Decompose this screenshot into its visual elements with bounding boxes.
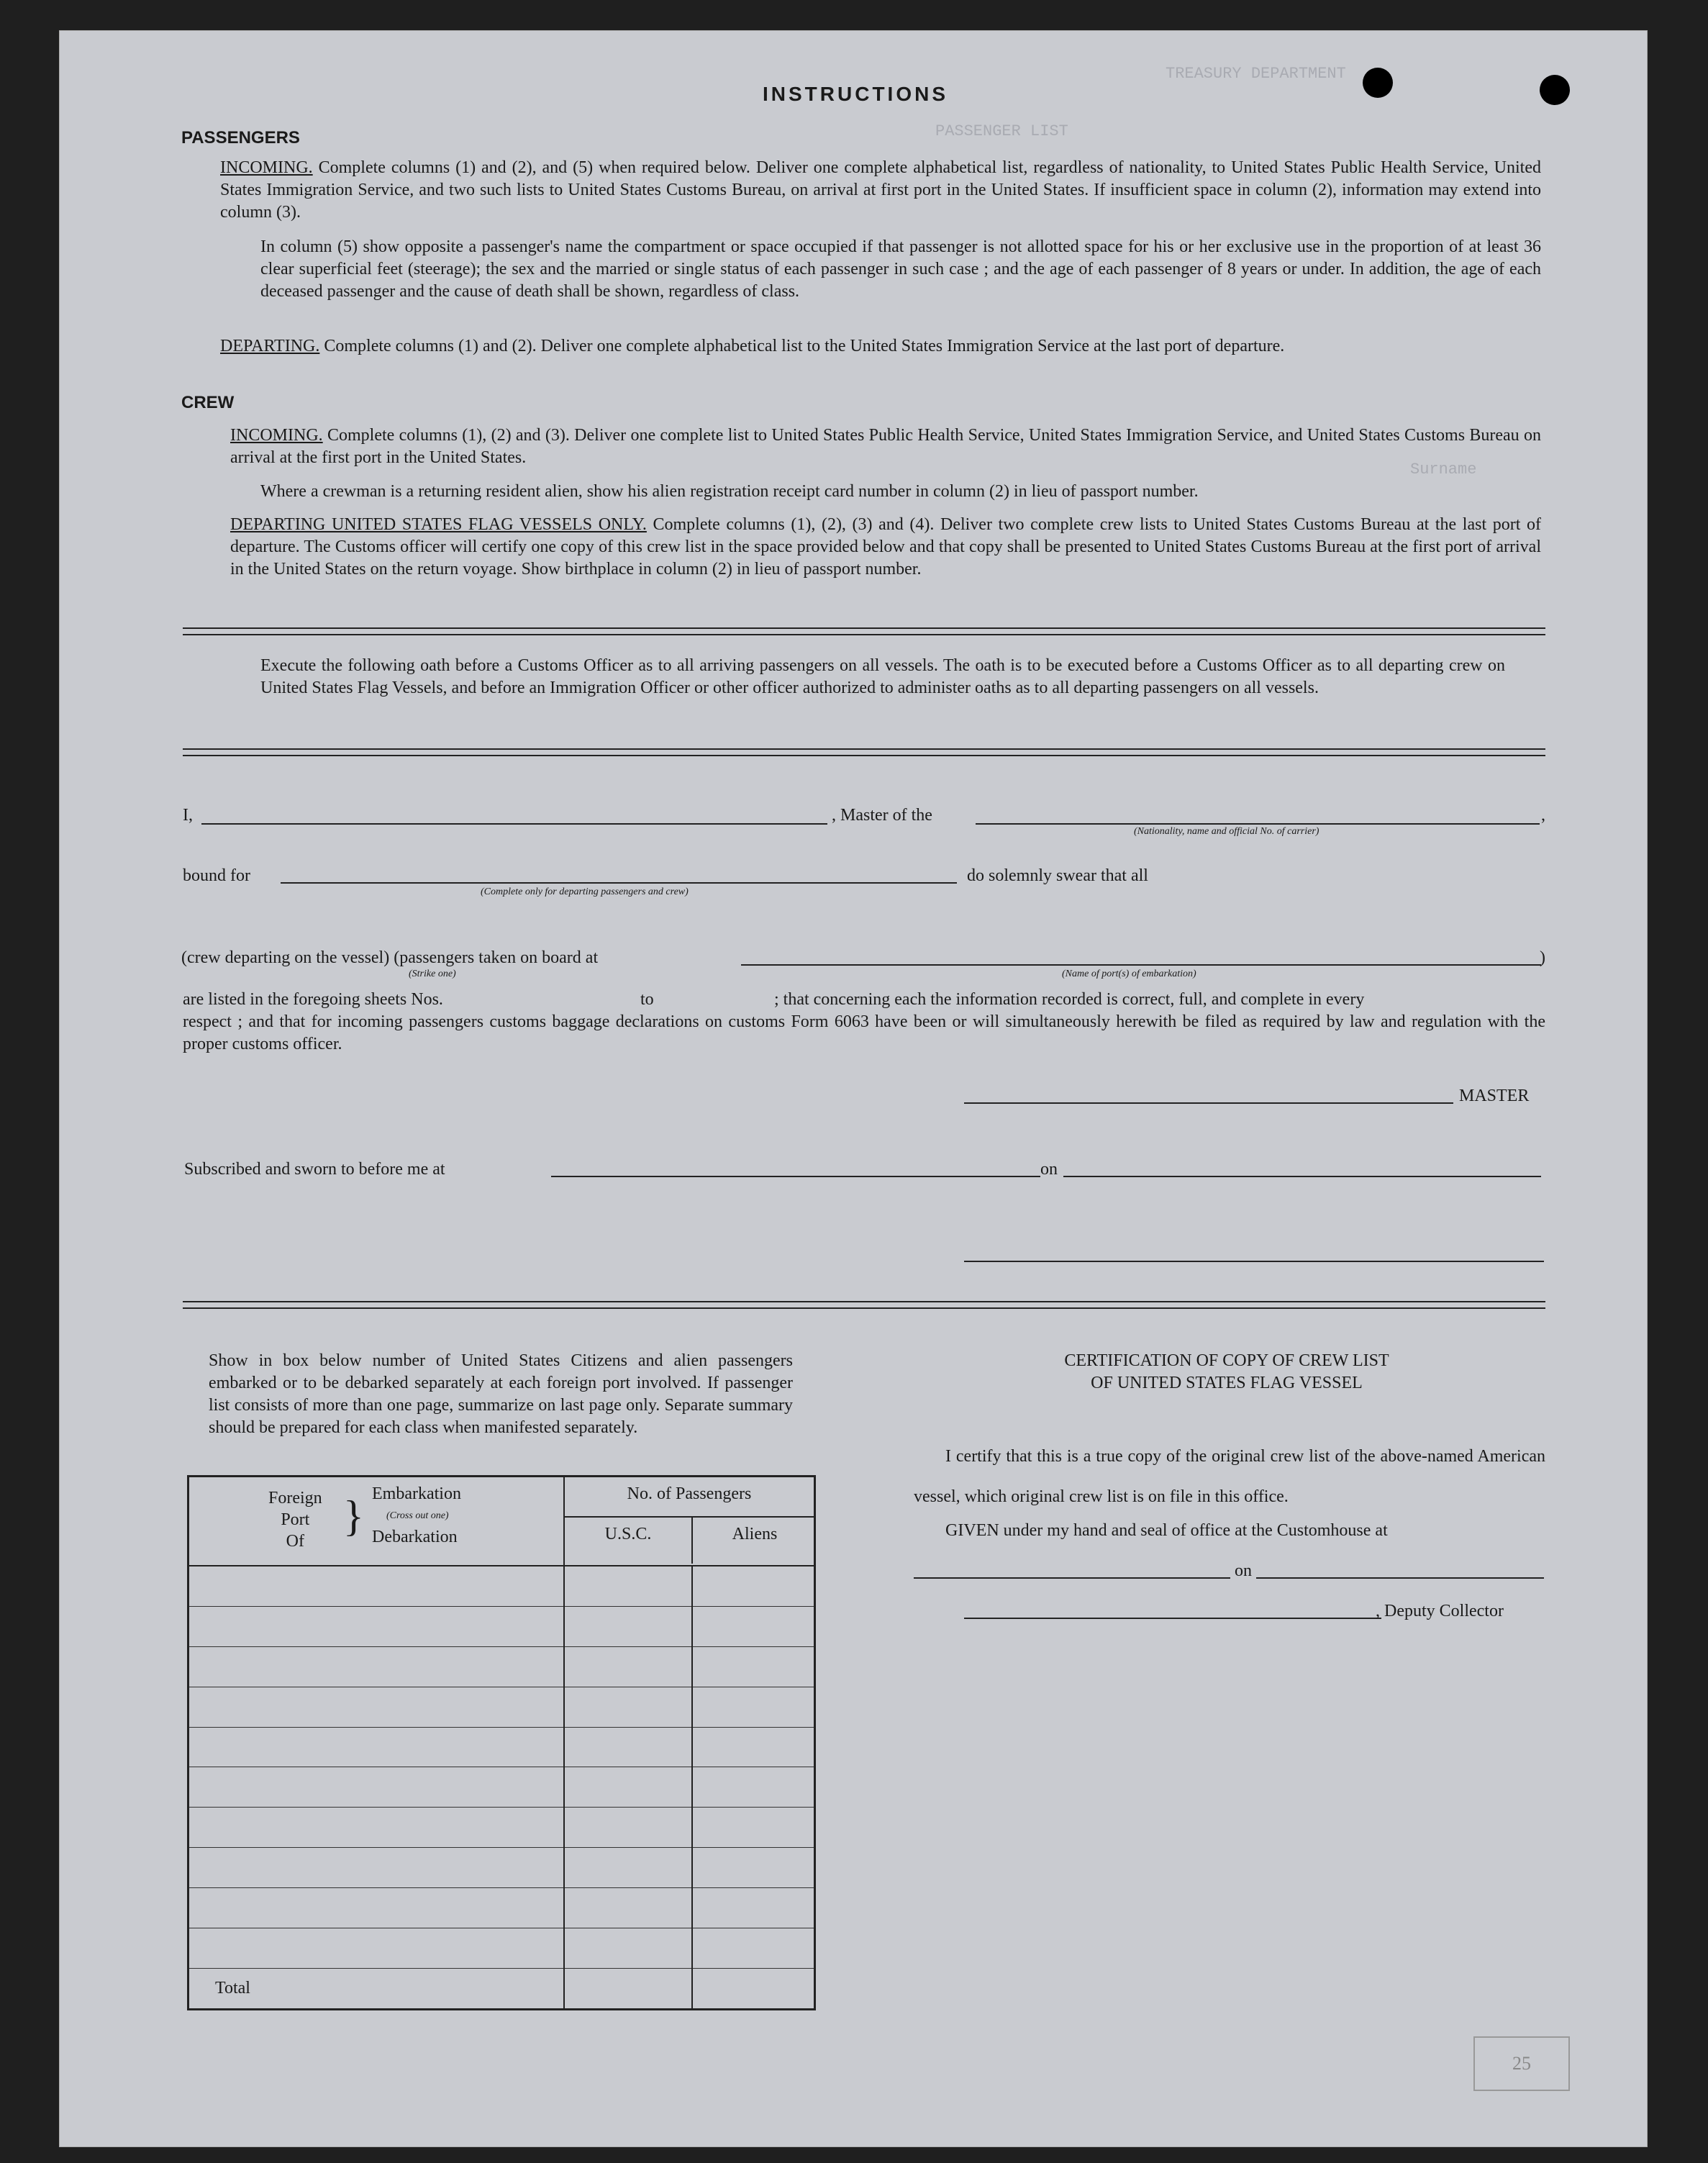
- divider: [183, 627, 1545, 635]
- bleed-through-text: Surname: [1410, 461, 1477, 479]
- passengers-incoming-paragraph: [220, 157, 1541, 224]
- table-row: [188, 1767, 815, 1808]
- departing-label: DEPARTING.: [220, 337, 320, 355]
- table-row: [188, 1808, 815, 1848]
- stamp-number: 25: [1512, 2053, 1531, 2074]
- bound-for-label: bound for: [183, 866, 250, 885]
- punch-hole-left: [1363, 68, 1393, 98]
- departing-text: Complete columns (1) and (2). Deliver one complete alphabetical list to the United States Immigration Service at the last port of departure.: [324, 337, 1285, 355]
- swear-text: do solemnly swear that all: [967, 866, 1148, 885]
- subscribed-label: Subscribed and sworn to before me at: [184, 1160, 445, 1179]
- statement-2: respect ; and that for incoming passengers customs baggage declarations on customs Form 6063 have been or will simultaneously herewith be filed as required by law and regulation with the proper customs officer.: [183, 1012, 1545, 1053]
- paren: ): [1540, 948, 1545, 967]
- divider: [183, 748, 1545, 756]
- crew-departing-paragraph: [230, 514, 1541, 581]
- master-of-label: , Master of the: [832, 806, 932, 825]
- divider: [183, 1301, 1545, 1309]
- foreign-label: Foreign: [268, 1489, 322, 1507]
- table-row: [188, 1928, 815, 1969]
- crew-alien-paragraph: Where a crewman is a returning resident alien, show his alien registration receipt card number in column (2) in lieu of passport number.: [260, 482, 1199, 501]
- table-row: [188, 1606, 815, 1646]
- summary-note: Show in box below number of United States Citizens and alien passengers embarked or to be debarked separately at each foreign port involved. If passenger list consists of more than one page, summarize on last page only. Separate summary should be prepared for each class when manifested separately.: [209, 1351, 793, 1437]
- embarkation-label: Embarkation: [372, 1484, 461, 1503]
- incoming-text: Complete columns (1) and (2), and (5) when required below. Deliver one complete alphabetical list, regardless of nationality, to United States Public Health Service, United States Immigration Service, and two such lists to United States Customs Bureau, on arrival at first port in the United States. If insufficient space in column (2), information may extend into column (3).: [220, 158, 1541, 222]
- total-row: [188, 1968, 815, 2009]
- crew-departing-label: DEPARTING UNITED STATES FLAG VESSELS ONLY.: [230, 515, 647, 534]
- certification-title-line-2: OF UNITED STATES FLAG VESSEL: [1091, 1374, 1363, 1392]
- page-title: INSTRUCTIONS: [763, 83, 948, 105]
- certification-text-2: GIVEN under my hand and seal of office at the Customhouse at: [945, 1521, 1388, 1540]
- table-row: [188, 1727, 815, 1767]
- cross-out-caption: (Cross out one): [386, 1510, 449, 1521]
- oath-i-label: I,: [183, 806, 193, 825]
- punch-hole-right: [1540, 75, 1570, 105]
- table-row: [188, 1687, 815, 1727]
- brace: }: [343, 1492, 364, 1540]
- debarkation-label: Debarkation: [372, 1528, 458, 1546]
- deputy-collector-label: , Deputy Collector: [1376, 1602, 1504, 1620]
- sworn-date-field[interactable]: [1063, 1176, 1541, 1177]
- bleed-through-text: TREASURY DEPARTMENT: [1166, 65, 1346, 83]
- no-passengers-header: No. of Passengers: [565, 1484, 814, 1518]
- table-row: [188, 1566, 815, 1606]
- port-label: Port: [281, 1510, 310, 1529]
- customhouse-field[interactable]: [914, 1577, 1230, 1579]
- carrier-field[interactable]: [976, 823, 1540, 825]
- bound-caption: (Complete only for departing passengers and crew): [481, 886, 689, 897]
- sworn-place-field[interactable]: [551, 1176, 1040, 1177]
- certification-on-label: on: [1235, 1561, 1252, 1580]
- total-label: Total: [188, 1968, 565, 2009]
- deputy-signature-field[interactable]: [964, 1618, 1381, 1619]
- embarkation-ports-field[interactable]: [741, 964, 1541, 966]
- master-name-field[interactable]: [201, 823, 827, 825]
- of-label: Of: [286, 1532, 304, 1551]
- on-label: on: [1040, 1160, 1058, 1179]
- passengers-heading: PASSENGERS: [181, 128, 300, 148]
- incoming-label: INCOMING.: [220, 158, 313, 177]
- crew-passengers-label: (crew departing on the vessel) (passengers taken on board at: [181, 948, 599, 967]
- strike-one-caption: (Strike one): [409, 969, 456, 979]
- listed-in-label: are listed in the foregoing sheets Nos.: [183, 990, 443, 1009]
- to-label: to: [640, 990, 654, 1009]
- carrier-caption: (Nationality, name and official No. of carrier): [1134, 826, 1319, 837]
- passengers-departing-paragraph: [220, 335, 1541, 358]
- master-signature-field[interactable]: [964, 1102, 1453, 1104]
- bleed-through-text: PASSENGER LIST: [935, 122, 1068, 140]
- crew-incoming-text: Complete columns (1), (2) and (3). Deliver one complete list to United States Public Health Service, United States Immigration Service, and United States Customs Bureau on arrival at the first port in the United States.: [230, 426, 1542, 467]
- foreign-port-of: [268, 1487, 322, 1552]
- usc-header: U.S.C.: [604, 1525, 652, 1543]
- oath-instructions: Execute the following oath before a Customs Officer as to all arriving passengers on all vessels. The oath is to be executed before a Customs Officer as to all departing crew on United States Flag Vessels, and before an Immigration Officer or other officer authorized to administer oaths as to all departing passengers on all vessels.: [260, 656, 1505, 697]
- crew-incoming-paragraph: [230, 425, 1541, 469]
- comma: ,: [1541, 806, 1545, 825]
- table-row: [188, 1848, 815, 1888]
- statement-1: ; that concerning each the information recorded is correct, full, and complete in every: [774, 990, 1365, 1009]
- stamp-box: [1473, 2036, 1570, 2091]
- column5-paragraph: In column (5) show opposite a passenger's name the compartment or space occupied if that passenger is not allotted space for his or her exclusive use in the proportion of at least 36 clear superficial feet (steerage); the sex and the married or single status of each passenger in such case ; and the age of each passenger of 8 years or under. In addition, the age of each deceased passenger and the cause of death shall be shown, regardless of class.: [260, 237, 1541, 301]
- certification-title: [914, 1350, 1540, 1395]
- crew-incoming-label: INCOMING.: [230, 426, 323, 445]
- passenger-summary-table: [187, 1475, 816, 2010]
- certification-date-field[interactable]: [1256, 1577, 1544, 1579]
- table-row: [188, 1646, 815, 1687]
- table-row: [188, 1888, 815, 1928]
- certification-title-line-1: CERTIFICATION OF COPY OF CREW LIST: [1064, 1351, 1389, 1370]
- aliens-header: Aliens: [732, 1525, 778, 1543]
- officer-signature-field[interactable]: [964, 1261, 1544, 1262]
- ports-caption: (Name of port(s) of embarkation): [1062, 969, 1196, 979]
- crew-heading: CREW: [181, 393, 235, 412]
- crew-departing-text: Complete columns (1), (2), (3) and (4). Deliver two complete crew lists to United States Customs Bureau at the last port of departure. The Customs officer will certify one copy of this crew list in the space provided below and that copy shall be presented to United States Customs Bureau at the first port of arrival in the United States on the return voyage. Show birthplace in column (2) in lieu of passport number.: [230, 515, 1541, 579]
- certification-text-1: I certify that this is a true copy of the original crew list of the above-named American vessel, which original crew list is on file in this office.: [914, 1447, 1545, 1506]
- bound-for-field[interactable]: [281, 882, 957, 884]
- master-label: MASTER: [1459, 1087, 1530, 1105]
